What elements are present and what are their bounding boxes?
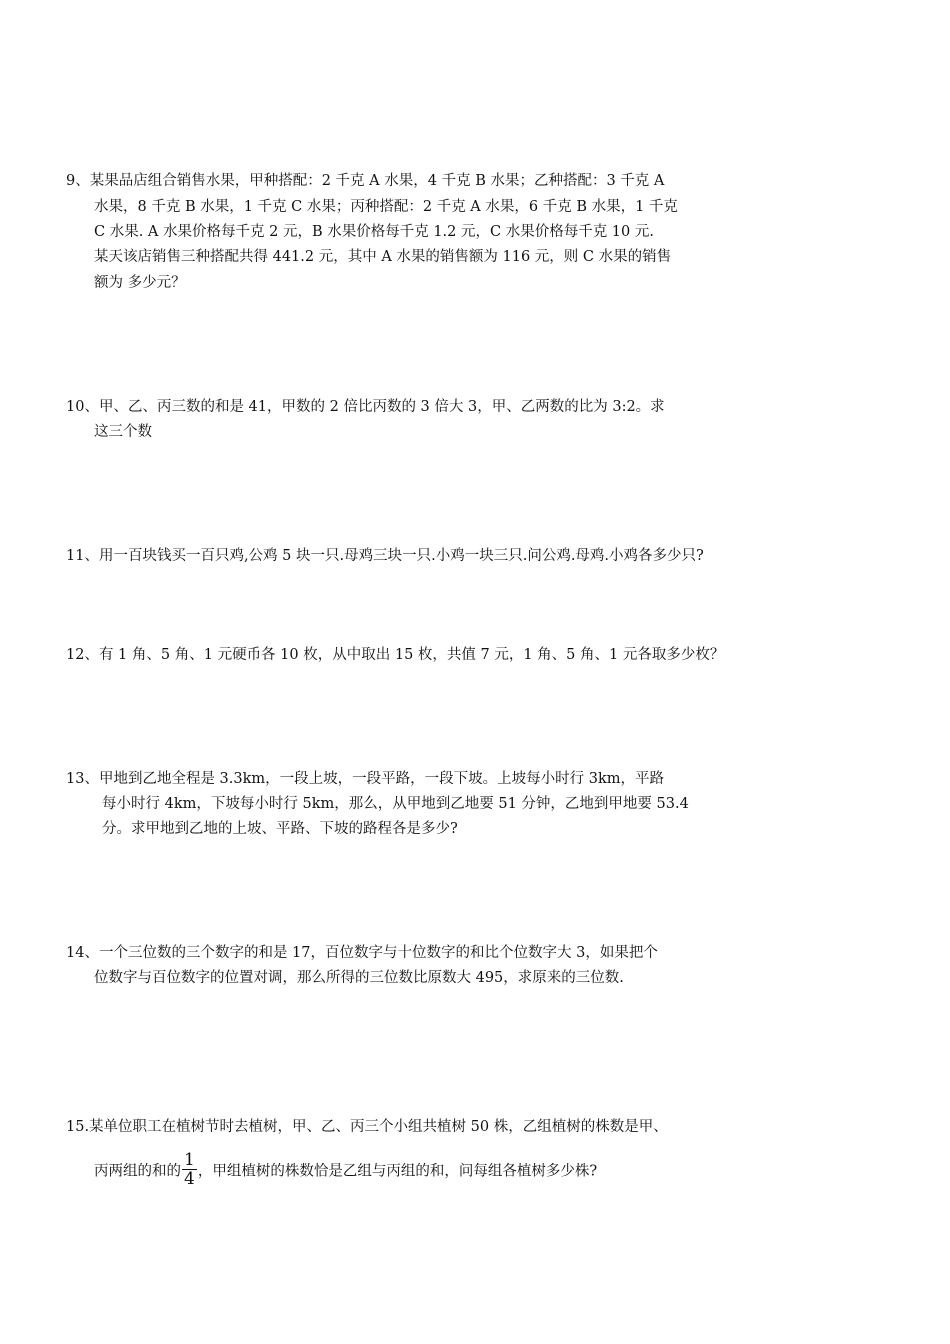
problem-14-line-1: 14、一个三位数的三个数字的和是 17，百位数字与十位数字的和比个位数字大 3，如果把个 [66,945,658,961]
problem-13-line-1: 13、甲地到乙地全程是 3.3km，一段上坡，一段平路，一段下坡。上坡每小时行 3km，平路 [66,771,665,787]
problem-10-line-1: 10、甲、乙、丙三数的和是 41，甲数的 2 倍比丙数的 3 倍大 3，甲、乙两数的比为 3:2。求 [66,399,665,415]
problem-9-line-5: 额为 多少元？ [94,275,186,291]
problem-15-line-2-before: 丙两组的和的 [94,1163,181,1180]
fraction-denominator: 4 [184,1169,195,1189]
problem-15-line-2 [94,1150,598,1189]
fraction-numerator: 1 [184,1150,195,1170]
problem-11-line-1: 11、用一百块钱买一百只鸡,公鸡 5 块一只.母鸡三块一只.小鸡一块三只.问公鸡.母鸡.小鸡各多少只? [66,548,704,564]
problem-15-line-2-after: ，甲组植树的株数恰是乙组与丙组的和，问每组各植树多少株? [197,1163,598,1180]
problem-9-line-1: 9、某果品店组合销售水果，甲种搭配：2 千克 A 水果，4 千克 B 水果；乙种搭配：3 千克 A [66,173,665,189]
problem-13-line-2: 每小时行 4km，下坡每小时行 5km，那么，从甲地到乙地要 51 分钟，乙地到甲地要 53.4 [102,796,689,812]
fraction-one-quarter [182,1151,197,1188]
problem-14-line-2: 位数字与百位数字的位置对调，那么所得的三位数比原数大 495，求原来的三位数. [94,970,624,986]
problem-9-line-4: 某天该店销售三种搭配共得 441.2 元，其中 A 水果的销售额为 116 元，则 C 水果的销售 [94,249,672,265]
problem-15-line-1: 15.某单位职工在植树节时去植树，甲、乙、丙三个小组共植树 50 株，乙组植树的株数是甲、 [66,1119,668,1135]
problem-10-line-2: 这三个数 [94,424,152,440]
problem-9-line-2: 水果，8 千克 B 水果，1 千克 C 水果；丙种搭配：2 千克 A 水果，6 千克 B 水果，1 千克 [94,199,678,215]
problem-9-line-3: C 水果. A 水果价格每千克 2 元，B 水果价格每千克 1.2 元，C 水果价格每千克 10 元. [94,224,654,240]
problem-12-line-1: 12、有 1 角、5 角、1 元硬币各 10 枚，从中取出 15 枚，共值 7 元，1 角、5 角、1 元各取多少枚？ [66,647,725,663]
problem-13-line-3: 分。求甲地到乙地的上坡、平路、下坡的路程各是多少? [102,821,458,837]
